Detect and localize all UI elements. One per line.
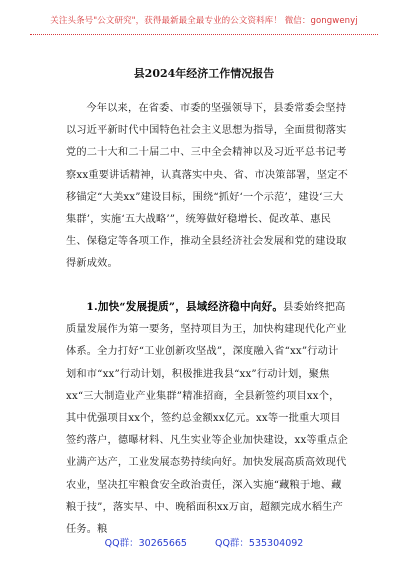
- intro-paragraph: 今年以来，在省委、市委的坚强领导下，县委常委会坚持以习近平新时代中国特色社会主义思想为指导，全面贯彻落实党的二十大和二十届二中、三中全会精神以及习近平总书记考察xx重要讲话精神，认真落实中央、省、市决策部署，坚定不移锚定“大美xx”建设目标，围绕“抓好‘一个示范’，建设‘三大集群’，实施‘五大战略’”，统筹做好稳增长、促改革、惠民生、保稳定等各项工作，推动全县经济社会发展和党的建设取得新成效。: [66, 103, 348, 270]
- section-1-paragraph: [66, 296, 348, 541]
- document-title: 县2024年经济工作情况报告: [133, 67, 275, 80]
- footer-qq-group-1: QQ群：30265665: [104, 538, 187, 549]
- section-1-heading: 1.加快“发展提质”，县域经济稳中向好。: [86, 301, 284, 313]
- section-1-body: 县委始终把高质量发展作为第一要务，坚持项目为王，加快构建现代化产业体系。全力打好“工业创新攻坚战”，深度融入省“xx”行动计划和市“xx”行动计划，积极推进我县“xx”行动计划，聚焦xx“三大制造业产业集群”精准招商，全县新签约项目xx个，其中优强项目xx个，签约总金额xx亿元。xx等一批重大项目签约落户，德曝材料、凡生实业等企业加快建设，xx等重点企业满产达产，工业发展态势持续向好。加快发展高质高效现代农业，坚决扛牢粮食安全政治责任，深入实施“藏粮于地、藏粮于技”，落实早、中、晚稻面积xx万亩，超额完成水稻生产任务。粮: [66, 302, 348, 536]
- footer-qq-group-2: QQ群：535304092: [214, 538, 304, 549]
- footer: [0, 535, 408, 549]
- banner-divider: [30, 34, 378, 35]
- header-banner: 关注头条号"公文研究"，获得最新最全最专业的公文资料库！ 微信：gongwenyj: [50, 16, 358, 26]
